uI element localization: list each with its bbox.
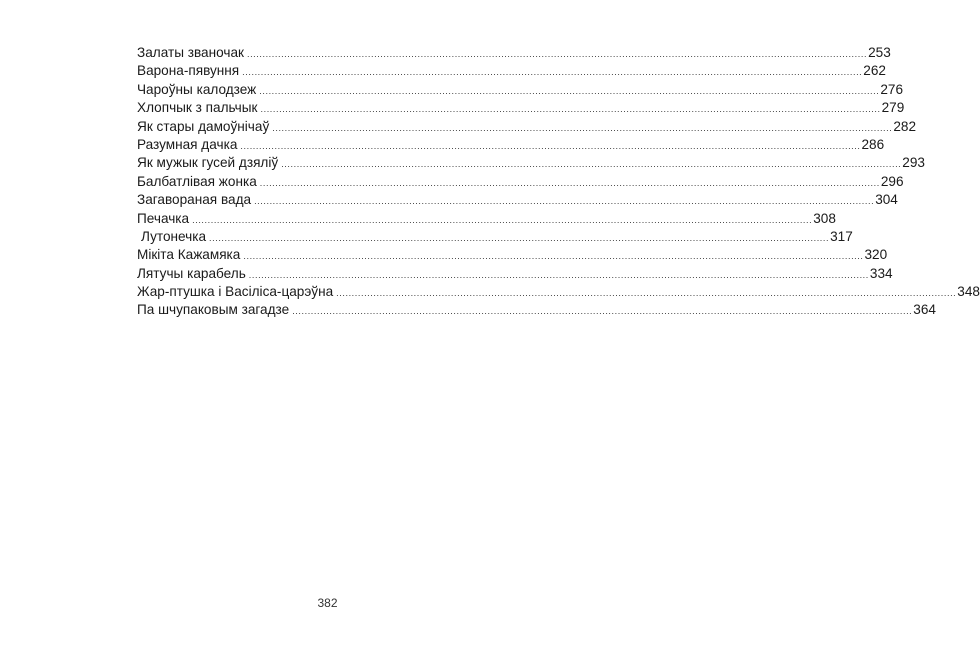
toc-dot-leader: ........................................................................................................................................................................................................ <box>248 269 869 280</box>
toc-dot-leader: ........................................................................................................................................................................................................ <box>259 85 880 96</box>
toc-entry <box>137 99 905 117</box>
toc-entry-page: 304 <box>875 192 898 208</box>
toc-entry-title: Варона-пявуння <box>137 63 240 79</box>
toc-entry-title: Загавораная вада <box>137 192 252 208</box>
toc-entry-page: 317 <box>830 228 853 244</box>
toc-entry-title: Печачка <box>137 210 190 226</box>
toc-entry-page: 253 <box>868 45 891 60</box>
toc-entry-page: 282 <box>893 118 917 134</box>
toc-entry-page: 308 <box>813 210 836 226</box>
toc-entry-title: Хлопчык з пальчык <box>137 100 258 116</box>
toc-dot-leader: ........................................................................................................................................................................................................ <box>246 49 868 59</box>
toc-dot-leader: ........................................................................................................................................................................................................ <box>240 140 861 151</box>
toc-entry-page: 276 <box>880 81 904 97</box>
toc-dot-leader: ........................................................................................................................................................................................................ <box>281 159 902 170</box>
toc-dot-leader: ........................................................................................................................................................................................................ <box>292 306 913 317</box>
toc-entry-page: 279 <box>881 100 905 116</box>
toc-entry <box>137 136 885 154</box>
toc-dot-leader: ........................................................................................................................................................................................................ <box>209 232 830 243</box>
toc-entry-page: 320 <box>864 247 888 263</box>
toc-dot-leader: ........................................................................................................................................................................................................ <box>272 122 893 133</box>
toc-entry <box>137 301 936 319</box>
table-of-contents <box>137 44 980 320</box>
toc-entry <box>137 191 898 209</box>
toc-dot-leader: ........................................................................................................................................................................................................ <box>260 104 881 115</box>
toc-entry <box>137 228 853 246</box>
toc-entry-page: 262 <box>863 63 886 79</box>
toc-entry-title: Лутонечка <box>141 228 207 244</box>
toc-entry <box>137 210 836 228</box>
toc-entry <box>137 283 980 301</box>
toc-entry <box>137 81 904 99</box>
toc-entry-page: 293 <box>902 155 925 171</box>
toc-entry <box>137 44 891 62</box>
toc-entry-title: Жар-птушка і Васіліса-царэўна <box>137 284 334 300</box>
toc-entry-page: 296 <box>880 173 904 189</box>
toc-entry-title: Лятучы карабель <box>137 265 246 281</box>
toc-entry-title: Залаты званочак <box>137 45 244 60</box>
toc-entry-page: 348 <box>957 284 980 300</box>
toc-entry-page: 286 <box>861 136 885 152</box>
toc-dot-leader: ........................................................................................................................................................................................................ <box>243 251 864 262</box>
toc-dot-leader: ........................................................................................................................................................................................................ <box>336 288 957 299</box>
toc-dot-leader: ........................................................................................................................................................................................................ <box>192 214 813 225</box>
page-number: 382 <box>317 596 338 610</box>
toc-entry-title: Чароўны калодзеж <box>137 81 257 97</box>
toc-entry <box>137 246 888 264</box>
toc-entry-page: 334 <box>869 265 893 281</box>
toc-entry-title: Як мужык гусей дзяліў <box>137 155 279 171</box>
toc-entry <box>137 173 904 191</box>
toc-entry-title: Разумная дачка <box>137 136 238 152</box>
toc-entry-title: Па шчупаковым загадзе <box>137 302 290 318</box>
toc-entry-title: Балбатлівая жонка <box>137 173 257 189</box>
toc-entry-title: Мікіта Кажамяка <box>137 247 241 263</box>
toc-entry <box>137 118 917 136</box>
toc-dot-leader: ........................................................................................................................................................................................................ <box>242 67 863 78</box>
toc-entry-title: Як стары дамоўнічаў <box>137 118 270 134</box>
toc-dot-leader: ........................................................................................................................................................................................................ <box>259 177 880 188</box>
toc-entry <box>137 265 893 283</box>
toc-entry <box>137 62 886 80</box>
toc-dot-leader: ........................................................................................................................................................................................................ <box>254 196 875 207</box>
toc-entry <box>137 154 925 172</box>
toc-entry-page: 364 <box>913 302 936 318</box>
